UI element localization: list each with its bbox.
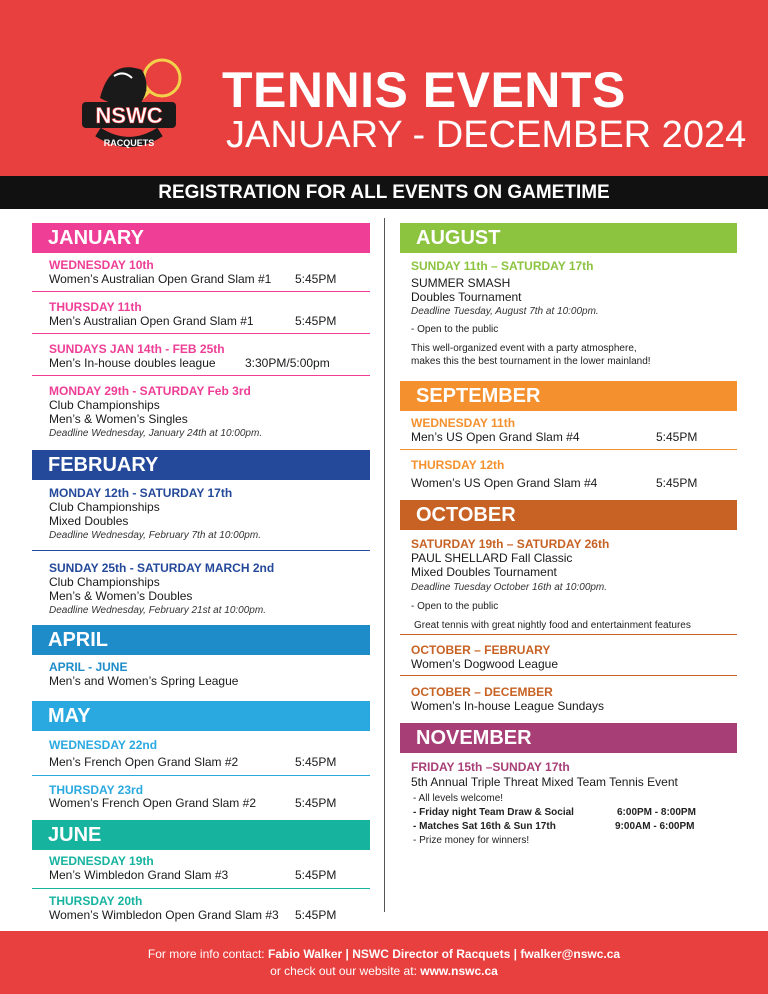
- separator: [32, 375, 370, 376]
- event-date: WEDNESDAY 22nd: [49, 738, 158, 752]
- event-date: SATURDAY 19th – SATURDAY 26th: [411, 537, 610, 551]
- event-date: FRIDAY 15th –SUNDAY 17th: [411, 760, 570, 774]
- event-name: Women’s French Open Grand Slam #2: [49, 796, 256, 810]
- event-date: APRIL - JUNE: [49, 660, 128, 674]
- event-time: 5:45PM: [295, 272, 337, 286]
- column-divider: [384, 218, 385, 912]
- footer-email-link[interactable]: fwalker@nswc.ca: [520, 947, 621, 961]
- page-subtitle: JANUARY - DECEMBER 2024: [226, 114, 747, 156]
- event-date: WEDNESDAY 10th: [49, 258, 154, 272]
- separator: [32, 333, 370, 334]
- event-name: Club Championships: [49, 500, 160, 514]
- event-name: Men’s Australian Open Grand Slam #1: [49, 314, 254, 328]
- event-note: - All levels welcome!: [413, 793, 504, 804]
- svg-text:NSWC: NSWC: [95, 103, 163, 128]
- separator: [32, 291, 370, 292]
- event-name: Women’s Wimbledon Open Grand Slam #3: [49, 908, 279, 922]
- event-date: OCTOBER – DECEMBER: [411, 685, 553, 699]
- event-time: 3:30PM/5:00pm: [245, 356, 330, 370]
- event-time: 5:45PM: [295, 908, 337, 922]
- event-note: Great tennis with great nightly food and entertainment features: [414, 620, 691, 631]
- separator: [32, 888, 370, 889]
- event-note: This well-organized event with a party atmosphere,: [411, 343, 637, 354]
- event-time: 5:45PM: [295, 755, 337, 769]
- event-time: 5:45PM: [656, 476, 698, 490]
- event-date: THURSDAY 23rd: [49, 783, 144, 797]
- event-date: SUNDAY 11th – SATURDAY 17th: [411, 259, 594, 273]
- page-title: TENNIS EVENTS: [222, 62, 626, 118]
- event-name: Men’s & Women’s Singles: [49, 412, 188, 426]
- event-date: WEDNESDAY 19th: [49, 854, 154, 868]
- event-name: Men’s French Open Grand Slam #2: [49, 755, 239, 769]
- svg-text:RACQUETS: RACQUETS: [103, 138, 155, 148]
- event-date: SUNDAY 25th - SATURDAY MARCH 2nd: [49, 561, 275, 575]
- event-note: - Prize money for winners!: [413, 835, 530, 846]
- month-heading-august: AUGUST: [400, 223, 737, 253]
- event-note: - Open to the public: [411, 601, 499, 612]
- event-name: 5th Annual Triple Threat Mixed Team Tennis Event: [411, 775, 678, 789]
- event-time: 9:00AM - 6:00PM: [615, 821, 695, 832]
- month-heading-october: OCTOBER: [400, 500, 737, 530]
- event-name: Men’s In-house doubles league: [49, 356, 216, 370]
- separator: [400, 634, 737, 635]
- nswc-logo: [70, 48, 188, 158]
- footer-contact: Fabio Walker | NSWC Director of Racquets: [267, 947, 511, 961]
- event-note: - Open to the public: [411, 324, 499, 335]
- event-name: Mixed Doubles: [49, 514, 129, 528]
- event-date: MONDAY 12th - SATURDAY 17th: [49, 486, 233, 500]
- event-deadline: Deadline Wednesday, January 24th at 10:00pm.: [49, 428, 263, 439]
- event-name: Doubles Tournament: [411, 290, 522, 304]
- event-note: - Matches Sat 16th & Sun 17th: [413, 821, 556, 832]
- month-heading-september: SEPTEMBER: [400, 381, 737, 411]
- event-time: 5:45PM: [295, 314, 337, 328]
- footer-website-prefix: or check out our website at:: [270, 964, 417, 978]
- event-name: Women’s US Open Grand Slam #4: [411, 476, 598, 490]
- event-date: MONDAY 29th - SATURDAY Feb 3rd: [49, 384, 251, 398]
- event-date: THURSDAY 20th: [49, 894, 143, 908]
- event-time: 5:45PM: [295, 796, 337, 810]
- event-note: makes this the best tournament in the lower mainland!: [411, 356, 651, 367]
- event-deadline: Deadline Tuesday October 16th at 10:00pm.: [411, 582, 608, 593]
- event-time: 5:45PM: [656, 430, 698, 444]
- separator: [400, 675, 737, 676]
- event-name: Women’s Dogwood League: [411, 657, 558, 671]
- event-deadline: Deadline Wednesday, February 21st at 10:00pm.: [49, 605, 266, 616]
- event-name: Men’s US Open Grand Slam #4: [411, 430, 580, 444]
- month-heading-may: MAY: [32, 701, 370, 731]
- event-name: Club Championships: [49, 398, 160, 412]
- event-note: - Friday night Team Draw & Social: [413, 807, 574, 818]
- footer-website-link[interactable]: www.nswc.ca: [420, 964, 498, 978]
- event-deadline: Deadline Tuesday, August 7th at 10:00pm.: [411, 306, 599, 317]
- month-heading-june: JUNE: [32, 820, 370, 850]
- month-heading-april: APRIL: [32, 625, 370, 655]
- event-date: THURSDAY 11th: [49, 300, 142, 314]
- event-name: Women’s Australian Open Grand Slam #1: [49, 272, 272, 286]
- footer-separator: |: [513, 947, 517, 961]
- event-name: Men’s & Women’s Doubles: [49, 589, 193, 603]
- event-time: 6:00PM - 8:00PM: [617, 807, 696, 818]
- month-heading-february: FEBRUARY: [32, 450, 370, 480]
- event-date: WEDNESDAY 11th: [411, 416, 516, 430]
- separator: [32, 775, 370, 776]
- event-time: 5:45PM: [295, 868, 337, 882]
- event-name: Women’s In-house League Sundays: [411, 699, 605, 713]
- footer-prefix: For more info contact:: [147, 947, 265, 961]
- event-date: OCTOBER – FEBRUARY: [411, 643, 551, 657]
- event-name: SUMMER SMASH: [411, 276, 511, 290]
- separator: [32, 550, 370, 551]
- event-deadline: Deadline Wednesday, February 7th at 10:00pm.: [49, 530, 261, 541]
- event-name: PAUL SHELLARD Fall Classic: [411, 551, 573, 565]
- event-name: Club Championships: [49, 575, 160, 589]
- footer: [0, 931, 768, 994]
- event-name: Men’s Wimbledon Grand Slam #3: [49, 868, 229, 882]
- month-heading-january: JANUARY: [32, 223, 370, 253]
- event-name: Mixed Doubles Tournament: [411, 565, 557, 579]
- separator: [400, 449, 737, 450]
- event-date: SUNDAYS JAN 14th - FEB 25th: [49, 342, 225, 356]
- event-date: THURSDAY 12th: [411, 458, 505, 472]
- registration-banner: REGISTRATION FOR ALL EVENTS ON GAMETIME: [0, 176, 768, 209]
- event-name: Men’s and Women’s Spring League: [49, 674, 239, 688]
- month-heading-november: NOVEMBER: [400, 723, 737, 753]
